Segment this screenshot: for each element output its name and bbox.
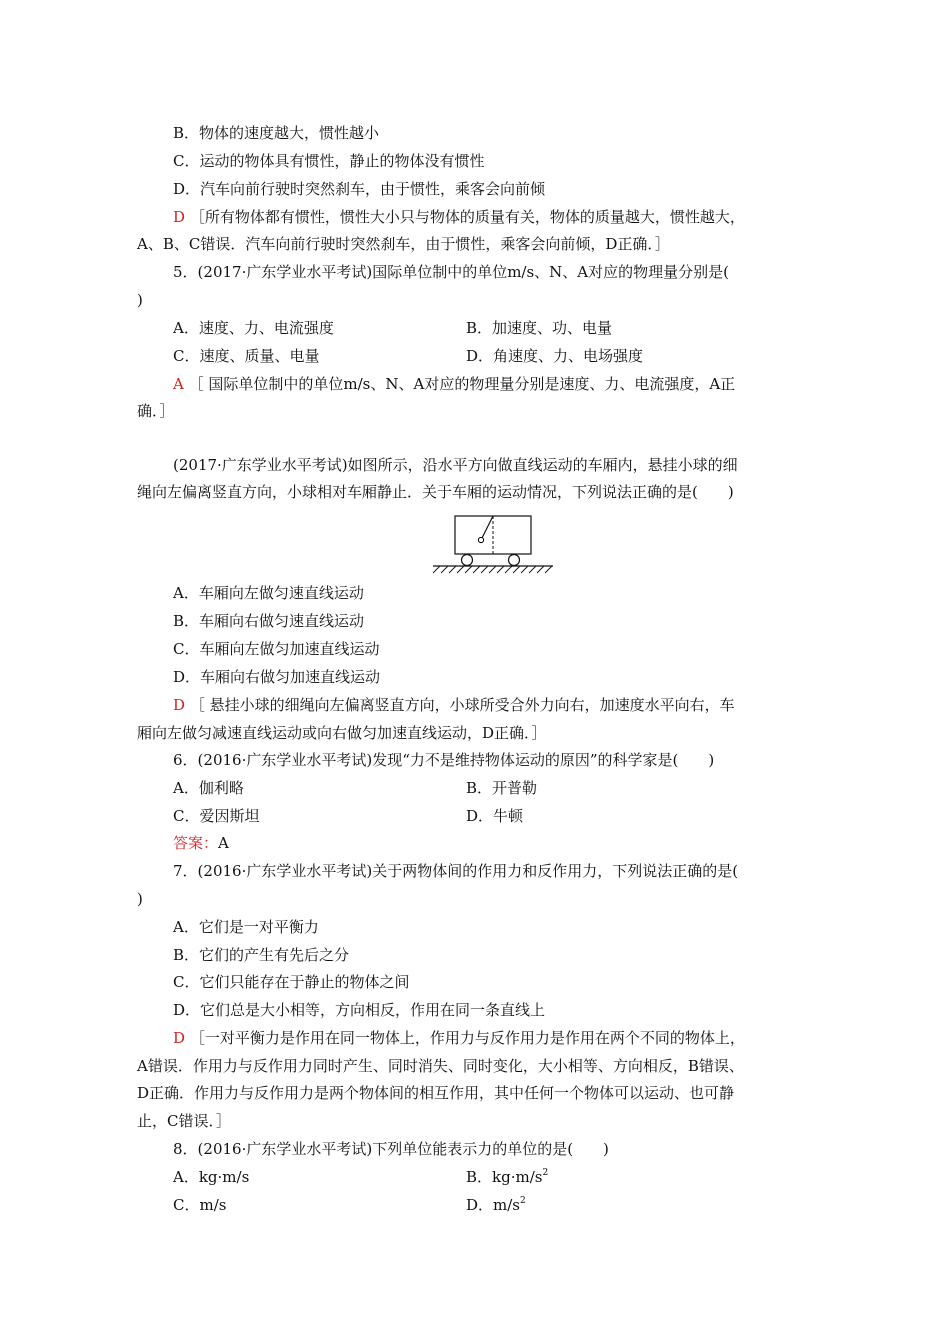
cart-answer-letter: D — [173, 696, 186, 714]
q4-answer-line — [173, 207, 745, 227]
cart-option-c: C．车厢向左做匀加速直线运动 — [173, 640, 380, 658]
q6-stem: 6．(2016·广东学业水平考试)发现“力不是维持物体运动的原因”的科学家是( ) — [173, 751, 715, 769]
q5-answer-line — [173, 374, 735, 394]
q6-answer-label: 答案： — [173, 834, 219, 852]
q6-option-a: A．伽利略 — [173, 779, 244, 797]
left-wheel — [462, 555, 473, 566]
q4-option-c: C．运动的物体具有惯性，静止的物体没有惯性 — [173, 152, 485, 170]
q5-stem-2: ) — [137, 291, 143, 309]
string-line — [482, 516, 493, 538]
cart-explanation-1: ［ 悬挂小球的细绳向左偏离竖直方向，小球所受合外力向右，加速度水平向右，车 — [189, 696, 735, 714]
q7-answer-line — [173, 1028, 745, 1048]
q5-explanation-2: 确．］ — [137, 402, 175, 420]
right-wheel — [509, 555, 520, 566]
cart-option-a: A．车厢向左做匀速直线运动 — [173, 584, 364, 602]
cart-pendulum-diagram — [430, 512, 556, 574]
q5-answer-letter: A — [173, 375, 184, 393]
q7-stem-2: ) — [137, 890, 143, 908]
q8-option-d-base: D．m/s — [466, 1196, 521, 1214]
q5-option-d: D．角速度、力、电场强度 — [466, 347, 644, 365]
cart-option-d: D．车厢向右做匀加速直线运动 — [173, 668, 381, 686]
q4-explanation-2: A、B、C错误．汽车向前行驶时突然刹车，由于惯性，乘客会向前倾，D正确．］ — [137, 235, 670, 253]
q5-stem-1: 5．(2017·广东学业水平考试)国际单位制中的单位m/s、N、A对应的物理量分别是( — [173, 263, 729, 281]
q5-option-c: C．速度、质量、电量 — [173, 347, 320, 365]
q4-explanation-1: ［所有物体都有惯性，惯性大小只与物体的质量有关，物体的质量越大，惯性越大， — [189, 208, 745, 226]
q6-answer-value: A — [218, 834, 229, 852]
q6-answer-line — [173, 833, 229, 853]
ball — [478, 537, 483, 542]
q7-explanation-1: ［一对平衡力是作用在同一物体上，作用力与反作用力是作用在两个不同的物体上， — [189, 1029, 745, 1047]
q7-stem-1: 7．(2016·广东学业水平考试)关于两物体间的作用力和反作用力，下列说法正确的是( — [173, 862, 739, 880]
q7-option-c: C．它们只能存在于静止的物体之间 — [173, 973, 410, 991]
q6-option-c: C．爱因斯坦 — [173, 807, 260, 825]
q4-option-b: B．物体的速度越大，惯性越小 — [173, 124, 380, 142]
cart-explanation-2: 厢向左做匀减速直线运动或向右做匀加速直线运动，D正确．］ — [137, 724, 547, 742]
q7-option-b: B．它们的产生有先后之分 — [173, 946, 350, 964]
q8-option-d — [466, 1195, 526, 1215]
q5-option-b: B．加速度、功、电量 — [466, 319, 613, 337]
q5-option-a: A．速度、力、电流强度 — [173, 319, 334, 337]
cart-option-b: B．车厢向右做匀速直线运动 — [173, 612, 365, 630]
q8-option-b-exponent: 2 — [542, 1168, 549, 1178]
q8-stem: 8．(2016·广东学业水平考试)下列单位能表示力的单位的是( ) — [173, 1140, 609, 1158]
q6-option-b: B．开普勒 — [466, 779, 538, 797]
q7-explanation-3: D正确．作用力与反作用力是两个物体间的相互作用，其中任何一个物体可以运动、也可静 — [137, 1084, 735, 1102]
q8-option-b — [466, 1167, 548, 1187]
q8-option-d-exponent: 2 — [520, 1196, 526, 1206]
cart-question-stem-2: 绳向左偏离竖直方向，小球相对车厢静止．关于车厢的运动情况，下列说法正确的是( ) — [137, 483, 734, 501]
q8-option-b-base: B．kg·m/s — [466, 1168, 543, 1186]
q4-option-d: D．汽车向前行驶时突然刹车，由于惯性，乘客会向前倾 — [173, 180, 546, 198]
q7-option-d: D．它们总是大小相等，方向相反，作用在同一条直线上 — [173, 1001, 546, 1019]
ground-hatching — [433, 566, 552, 573]
q6-option-d: D．牛顿 — [466, 807, 524, 825]
q8-option-c: C．m/s — [173, 1196, 227, 1214]
q7-explanation-4: 止，C错误．］ — [137, 1112, 231, 1130]
cart-answer-line — [173, 695, 735, 715]
q8-option-a: A．kg·m/s — [173, 1168, 250, 1186]
q7-option-a: A．它们是一对平衡力 — [173, 918, 319, 936]
cart-question-stem-1: (2017·广东学业水平考试)如图所示，沿水平方向做直线运动的车厢内，悬挂小球的细 — [173, 456, 738, 474]
q5-explanation-1: ［ 国际单位制中的单位m/s、N、A对应的物理量分别是速度、力、电流强度，A正 — [188, 375, 736, 393]
q4-answer-letter: D — [173, 208, 186, 226]
q7-explanation-2: A错误．作用力与反作用力同时产生、同时消失、同时变化，大小相等、方向相反，B错误、 — [137, 1057, 744, 1075]
q7-answer-letter: D — [173, 1029, 186, 1047]
